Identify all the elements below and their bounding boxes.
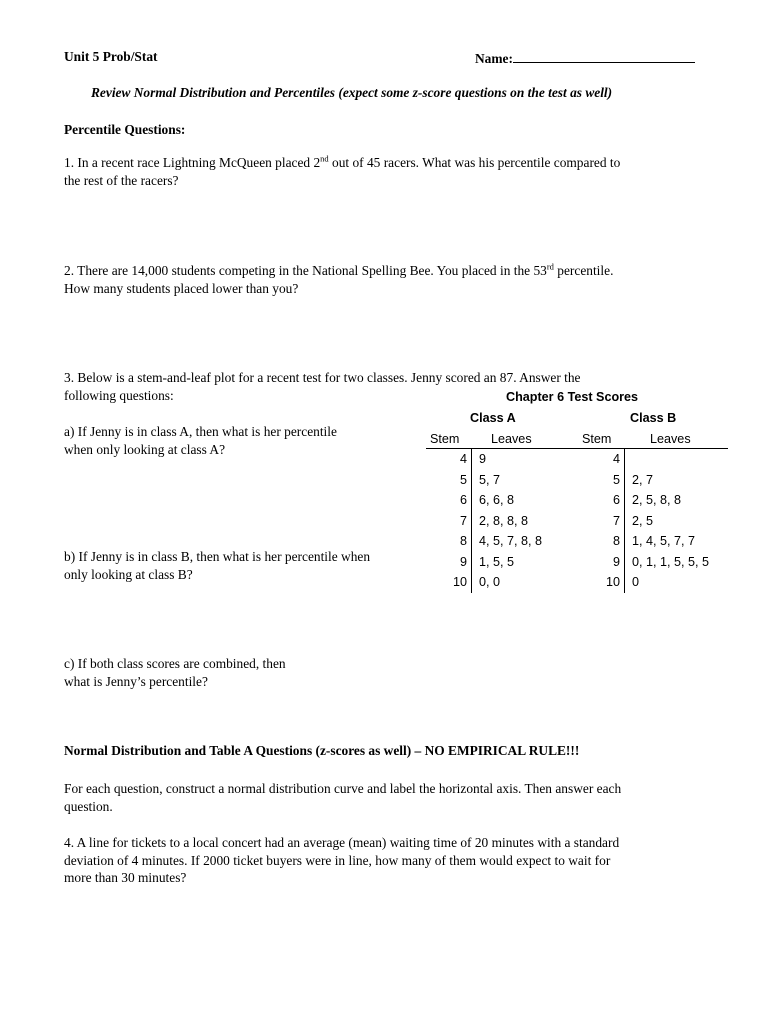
stem-value: 4 bbox=[441, 449, 472, 470]
stem-leaf-row bbox=[594, 572, 709, 593]
stem-leaf-row bbox=[594, 470, 709, 491]
stem-value: 7 bbox=[441, 511, 472, 532]
question-2: 2. There are 14,000 students competing in the National Spelling Bee. You placed in the 53rd percentile. How many students placed lower than you? bbox=[64, 261, 614, 296]
stem-value: 8 bbox=[441, 531, 472, 552]
stem-leaf-row bbox=[594, 552, 709, 573]
leaves-value: 0, 0 bbox=[479, 575, 501, 589]
leaves-value: 5, 7 bbox=[479, 472, 501, 487]
leaves-value: 2, 5 bbox=[632, 513, 654, 528]
question-3c: c) If both class scores are combined, then what is Jenny’s percentile? bbox=[64, 656, 286, 689]
stem-leaf-row bbox=[441, 552, 542, 573]
class-a-stem-header: Stem bbox=[430, 432, 460, 446]
leaves-value: 2, 8, 8, 8 bbox=[479, 513, 529, 528]
question-3a: a) If Jenny is in class A, then what is her percentile when only looking at class A? bbox=[64, 424, 337, 457]
stem-value: 9 bbox=[594, 552, 625, 573]
stem-value: 8 bbox=[594, 531, 625, 552]
class-b-stem-header: Stem bbox=[582, 432, 612, 446]
class-a-label: Class A bbox=[470, 411, 516, 425]
question-3: 3. Below is a stem-and-leaf plot for a recent test for two classes. Jenny scored an 87. Answer the following questions: bbox=[64, 370, 581, 403]
stem-leaf-title: Chapter 6 Test Scores bbox=[506, 390, 639, 404]
stem-value: 7 bbox=[594, 511, 625, 532]
normal-heading: Normal Distribution and Table A Questions (z-scores as well) – NO EMPIRICAL RULE!!! bbox=[64, 743, 580, 758]
class-b-label: Class B bbox=[630, 411, 677, 425]
class-b-leaves-header: Leaves bbox=[650, 432, 691, 446]
stem-value: 6 bbox=[594, 490, 625, 511]
leaves-value: 1, 5, 5 bbox=[479, 554, 515, 569]
leaves-value: 4, 5, 7, 8, 8 bbox=[479, 534, 543, 548]
name-blank-line bbox=[513, 48, 695, 63]
normal-instructions: For each question, construct a normal distribution curve and label the horizontal axis. Then answer each question. bbox=[64, 781, 622, 814]
stem-leaf-row bbox=[441, 572, 542, 593]
stem-value: 4 bbox=[594, 449, 625, 470]
page-subtitle: Review Normal Distribution and Percentiles (expect some z-score questions on the test as well) bbox=[91, 85, 613, 100]
stem-value: 10 bbox=[594, 572, 625, 593]
leaves-value: 0 bbox=[632, 575, 640, 589]
name-label: Name: bbox=[475, 51, 513, 66]
stem-leaf-row bbox=[594, 490, 709, 511]
leaves-value: 0, 1, 1, 5, 5, 5 bbox=[632, 554, 710, 569]
stem-leaf-row bbox=[594, 449, 709, 470]
stem-value: 9 bbox=[441, 552, 472, 573]
stem-value: 6 bbox=[441, 490, 472, 511]
question-3b: b) If Jenny is in class B, then what is her percentile when only looking at class B? bbox=[64, 549, 371, 582]
stem-value: 5 bbox=[441, 470, 472, 491]
stem-leaf-row bbox=[594, 511, 709, 532]
question-4: 4. A line for tickets to a local concert had an average (mean) waiting time of 20 minutes with a standard deviation of 4 minutes. If 2000 ticket buyers were in line, how many of them would expect to wait for more than 30 minutes? bbox=[64, 835, 620, 885]
leaves-value: 6, 6, 8 bbox=[479, 493, 515, 507]
leaves-value bbox=[625, 449, 710, 470]
course-title: Unit 5 Prob/Stat bbox=[64, 49, 158, 64]
stem-leaf-row bbox=[441, 511, 542, 532]
question-1: 1. In a recent race Lightning McQueen placed 2nd out of 45 racers. What was his percentile compared to the rest of the racers? bbox=[64, 153, 621, 188]
stem-leaf-row bbox=[441, 470, 542, 491]
name-field bbox=[475, 48, 695, 68]
leaves-value: 1, 4, 5, 7, 7 bbox=[632, 534, 696, 548]
stem-leaf-row bbox=[594, 531, 709, 552]
class-a-leaves-header: Leaves bbox=[491, 432, 532, 446]
leaves-value: 9 bbox=[479, 452, 487, 466]
leaves-value: 2, 5, 8, 8 bbox=[632, 493, 682, 507]
stem-value: 5 bbox=[594, 470, 625, 491]
stem-value: 10 bbox=[441, 572, 472, 593]
percentile-heading: Percentile Questions: bbox=[64, 122, 186, 137]
stem-leaf-row bbox=[441, 449, 542, 470]
class-b-table bbox=[594, 449, 709, 593]
stem-leaf-row bbox=[441, 490, 542, 511]
leaves-value: 2, 7 bbox=[632, 472, 654, 487]
stem-leaf-row bbox=[441, 531, 542, 552]
class-a-table bbox=[441, 449, 542, 593]
